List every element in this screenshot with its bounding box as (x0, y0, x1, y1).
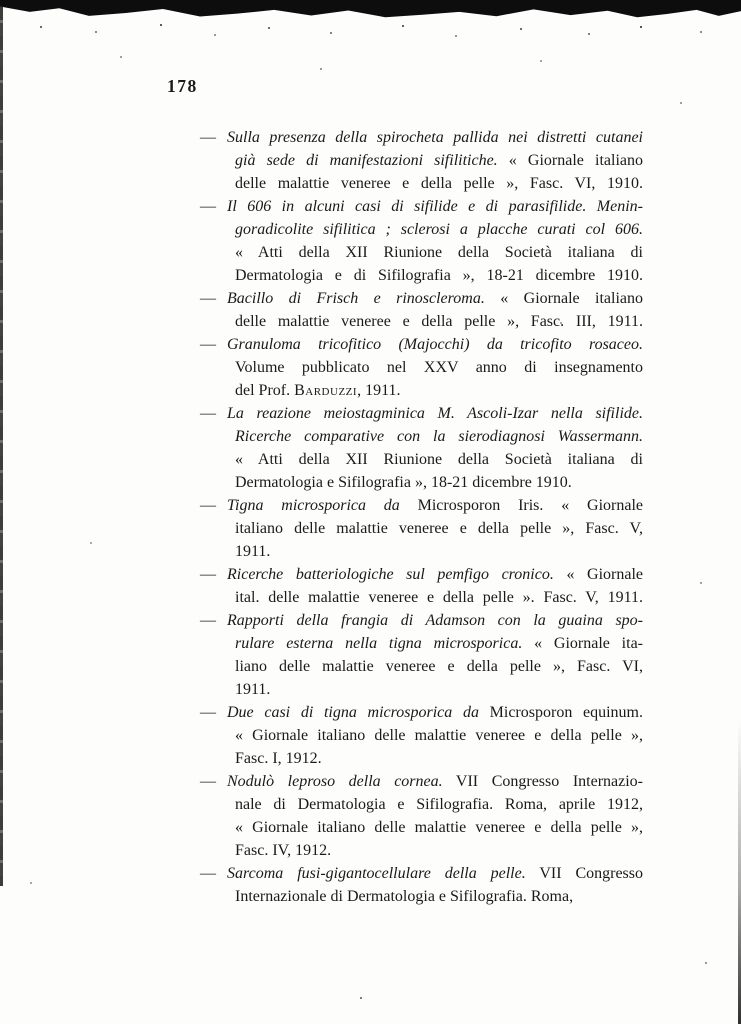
roman-text: VII Congresso Internazio- (442, 773, 643, 790)
entry-dash: — (200, 865, 216, 882)
entry-dash: — (200, 336, 216, 353)
roman-text: « Giornale italiano (484, 290, 644, 307)
entry-dash: — (200, 612, 216, 629)
bibliography-entry (200, 402, 643, 494)
entry-line (200, 195, 643, 218)
italic-text: Bacillo di Frisch e rinoscleroma. (227, 290, 485, 307)
italic-text: Ricerche comparative con la sierodiagnosi Wassermann. (235, 428, 643, 445)
entry-line (200, 379, 643, 402)
bibliography-entry (200, 287, 643, 333)
entry-line (200, 724, 643, 747)
entry-line (200, 609, 643, 632)
roman-text: « Giornale italiano delle malattie veneree e della pelle », (235, 819, 643, 836)
roman-text: « Giornale italiano (497, 152, 644, 169)
entry-line (200, 586, 643, 609)
scan-noise-specks (0, 22, 2, 24)
italic-text: goradicolite sifilitica ; sclerosi a placche curati col 606. (235, 221, 643, 238)
roman-text: Dermatologia e di Sifilografia », 18-21 dicembre 1910. (235, 267, 643, 284)
entry-line (200, 126, 643, 149)
entry-line (200, 678, 643, 701)
italic-text: Granuloma tricofitico (Majocchi) da tricofito rosaceo. (227, 336, 643, 353)
roman-text: Fasc. I, 1912. (235, 750, 322, 767)
roman-text: « Atti della XII Riunione della Società italiana di (235, 451, 643, 468)
roman-text: « Giornale ita- (522, 635, 643, 652)
italic-text: Nodulò leproso della cornea. (227, 773, 443, 790)
entry-dash: — (200, 497, 216, 514)
bibliography-entry (200, 770, 643, 862)
bibliography-entry (200, 494, 643, 563)
roman-text: « Giornale italiano delle malattie veneree e della pelle », (235, 727, 643, 744)
roman-text: delle malattie veneree e della pelle », Fasc. III, 1911. (235, 313, 643, 330)
italic-text: La reazione meiostagminica M. Ascoli-Izar nella sifilide. (227, 405, 643, 422)
entry-line (200, 747, 643, 770)
entry-line (200, 540, 643, 563)
roman-text: Dermatologia e Sifilografia », 18-21 dicembre 1910. (235, 474, 572, 491)
entry-dash: — (200, 773, 216, 790)
entry-line (200, 563, 643, 586)
entry-line (200, 862, 643, 885)
italic-text: Rapporti della frangia di Adamson con la guaina spo- (227, 612, 643, 629)
entry-line (200, 885, 643, 908)
roman-text: « Atti della XII Riunione della Società italiana di (235, 244, 643, 261)
entry-line (200, 517, 643, 540)
entry-line (200, 494, 643, 517)
bibliography-entry (200, 563, 643, 609)
roman-text: liano delle malattie veneree e della pelle », Fasc. VI, (235, 658, 643, 675)
entry-dash: — (200, 704, 216, 721)
italic-text: Tigna microsporica da (227, 497, 400, 514)
entry-line (200, 793, 643, 816)
entry-line (200, 816, 643, 839)
bibliography-entry (200, 126, 643, 195)
roman-text: 1911. (235, 681, 271, 698)
bibliography-entry (200, 862, 643, 908)
roman-text: del Prof. (235, 382, 295, 399)
entry-line (200, 839, 643, 862)
roman-text: delle malattie veneree e della pelle », Fasc. VI, 1910. (235, 175, 643, 192)
entry-line (200, 356, 643, 379)
roman-text: Microsporon equinum. (478, 704, 644, 721)
entry-line (200, 218, 643, 241)
entry-line (200, 655, 643, 678)
entry-line (200, 310, 643, 333)
italic-text: Sarcoma fusi-gigantocellulare della pelle. (227, 865, 526, 882)
roman-text: « Giornale (553, 566, 644, 583)
roman-text: nale di Dermatologia e Sifilografia. Roma, aprile 1912, (235, 796, 643, 813)
page-number: 178 (167, 76, 198, 96)
bibliography-list (200, 126, 643, 908)
roman-text: italiano delle malattie veneree e della pelle », Fasc. V, (235, 520, 643, 537)
entry-dash: — (200, 129, 216, 146)
italic-text: Ricerche batteriologiche sul pemfigo cronico. (227, 566, 554, 583)
entry-line (200, 425, 643, 448)
smallcaps-text: Barduzzi (294, 382, 358, 399)
entry-dash: — (200, 198, 216, 215)
italic-text: rulare esterna nella tigna microsporica. (235, 635, 523, 652)
entry-line (200, 402, 643, 425)
scan-top-edge-band (0, 0, 741, 18)
entry-line (200, 241, 643, 264)
bibliography-entry (200, 333, 643, 402)
bibliography-entry (200, 195, 643, 287)
roman-text: Microsporon Iris. « Giornale (399, 497, 643, 514)
entry-dash: — (200, 566, 216, 583)
entry-line (200, 770, 643, 793)
italic-text: Il 606 in alcuni casi di sifilide e di parasifilide. Menin- (227, 198, 643, 215)
roman-text: Volume pubblicato nel XXV anno di insegnamento (235, 359, 643, 376)
roman-text: VII Congresso (525, 865, 643, 882)
roman-text: Fasc. IV, 1912. (235, 842, 332, 859)
italic-text: Due casi di tigna microsporica da (227, 704, 479, 721)
entry-line (200, 264, 643, 287)
italic-text: Sulla presenza della spirocheta pallida nei distretti cutanei (227, 129, 643, 146)
roman-text: ital. delle malattie veneree e della pelle ». Fasc. V, 1911. (235, 589, 643, 606)
roman-text: Internazionale di Dermatologia e Sifilografia. Roma, (235, 888, 574, 905)
bibliography-entry (200, 701, 643, 770)
entry-line (200, 448, 643, 471)
roman-text: 1911. (235, 543, 271, 560)
scan-left-edge-strip (0, 6, 3, 886)
bibliography-entry (200, 609, 643, 701)
roman-text: , 1911. (357, 382, 401, 399)
entry-line (200, 701, 643, 724)
entry-line (200, 149, 643, 172)
entry-line (200, 632, 643, 655)
entry-dash: — (200, 290, 216, 307)
entry-line (200, 287, 643, 310)
entry-line (200, 172, 643, 195)
italic-text: già sede di manifestazioni sifilitiche. (235, 152, 498, 169)
entry-dash: — (200, 405, 216, 422)
entry-line (200, 333, 643, 356)
entry-line (200, 471, 643, 494)
